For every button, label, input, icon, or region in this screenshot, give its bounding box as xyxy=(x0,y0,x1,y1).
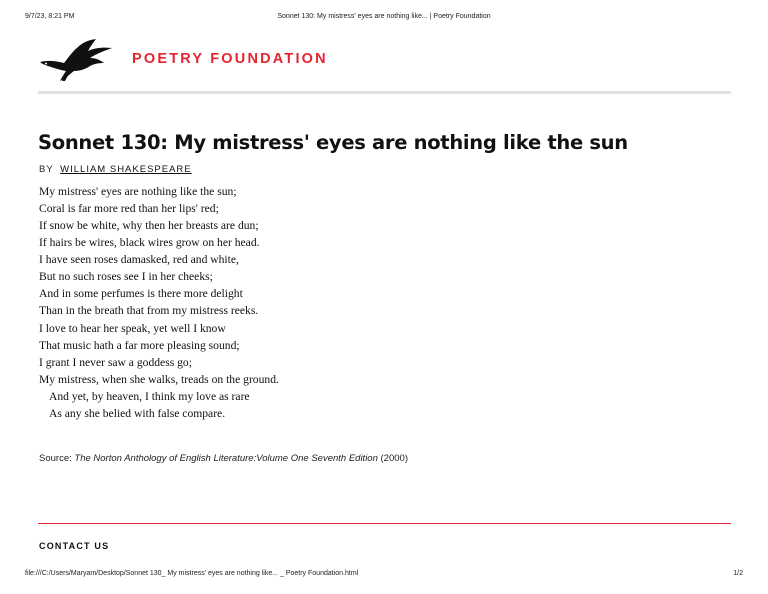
print-file-path: file:///C:/Users/Maryam/Desktop/Sonnet 130_ My mistress' eyes are nothing like... _ Poetry Foundation.html xyxy=(25,570,359,577)
print-header xyxy=(25,13,743,25)
poem-line-couplet: As any she belied with false compare. xyxy=(49,406,226,420)
source-label: Source: xyxy=(39,453,72,464)
poem-line: But no such roses see I in her cheeks; xyxy=(39,270,213,284)
print-page-indicator: 1/2 xyxy=(733,570,743,577)
poem-line: If snow be white, why then her breasts are dun; xyxy=(39,219,259,233)
poem-line: Than in the breath that from my mistress reeks. xyxy=(39,304,259,318)
print-document-title: Sonnet 130: My mistress' eyes are nothing like... | Poetry Foundation xyxy=(277,13,491,20)
poem-line: I grant I never saw a goddess go; xyxy=(39,355,192,369)
author-link[interactable]: WILLIAM SHAKESPEARE xyxy=(60,164,192,175)
home-logo-link[interactable] xyxy=(38,36,338,84)
site-logo-text: POETRY FOUNDATION xyxy=(132,51,328,67)
poem-body xyxy=(39,183,439,422)
pegasus-bird-icon xyxy=(38,38,114,82)
poem-line: If hairs be wires, black wires grow on her head. xyxy=(39,236,260,250)
poem-line: And in some perfumes is there more delight xyxy=(39,287,243,301)
source-work-title: The Norton Anthology of English Literature:Volume One Seventh Edition xyxy=(74,453,378,464)
source-year: (2000) xyxy=(380,453,408,464)
contact-us-link[interactable]: CONTACT US xyxy=(39,541,110,551)
poem-line: I have seen roses damasked, red and white, xyxy=(39,253,239,267)
poem-line-couplet: And yet, by heaven, I think my love as rare xyxy=(49,389,250,403)
byline xyxy=(39,164,192,175)
print-datetime: 9/7/23, 8:21 PM xyxy=(25,13,75,20)
poem-line: My mistress, when she walks, treads on the ground. xyxy=(39,372,279,386)
poem-title: Sonnet 130: My mistress' eyes are nothing like the sun xyxy=(38,131,628,154)
poem-line: My mistress' eyes are nothing like the sun; xyxy=(39,185,237,198)
source-citation xyxy=(39,453,408,464)
poem-line: I love to hear her speak, yet well I know xyxy=(39,321,226,335)
poem-line: That music hath a far more pleasing sound; xyxy=(39,338,240,352)
footer-divider xyxy=(38,523,731,524)
print-footer xyxy=(25,570,743,582)
byline-label: BY xyxy=(39,164,54,175)
site-header xyxy=(38,36,731,94)
poem-line: Coral is far more red than her lips' red; xyxy=(39,202,219,216)
